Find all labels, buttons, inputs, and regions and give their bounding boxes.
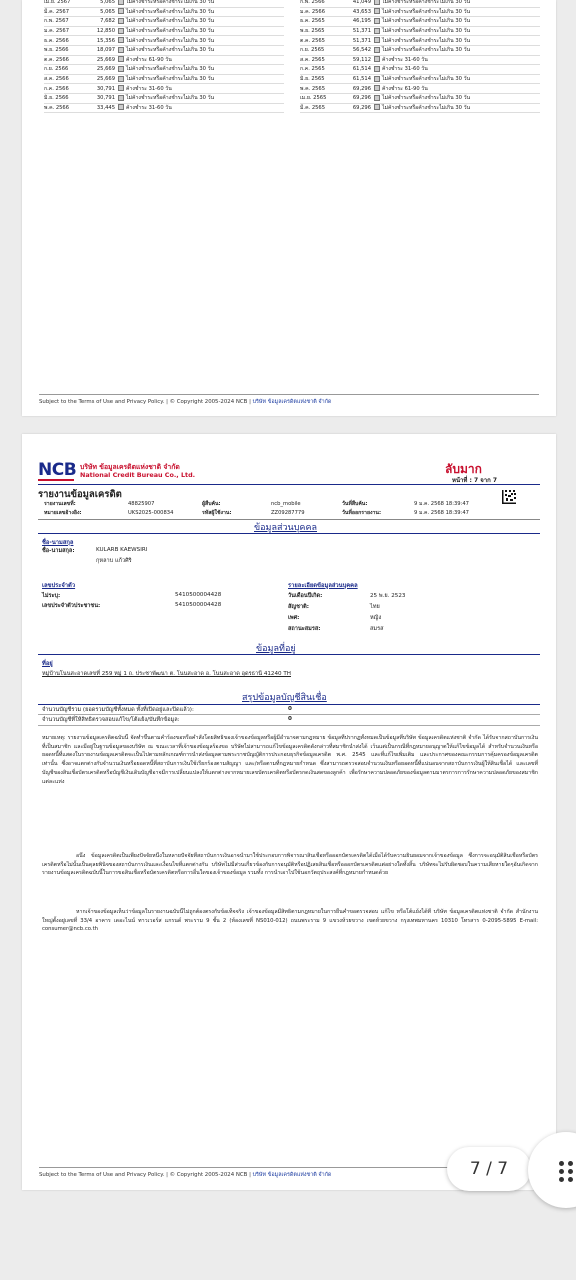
history-amount: 69,296	[352, 85, 371, 92]
history-row	[44, 84, 284, 94]
history-status: ไม่ค้างชำระหรือค้างชำระไม่เกิน 30 วัน	[382, 47, 471, 54]
history-row	[44, 103, 284, 113]
dispute-contact-note: หากเจ้าของข้อมูลเห็นว่าข้อมูลในรายงานฉบับนี้ไม่ถูกต้องตรงกับข้อเท็จจริง เจ้าของข้อมูลมีสิทธิตามกฎหมายในการยื่นคำขอตรวจสอบ แก้ไข หรือโต้แย้งได้ที่ บริษัท ข้อมูลเครดิตแห่งชาติ จำกัด สำนักงานใหญ่ตั้งอยู่เลขที่ 33/4 อาคาร เดอะไนน์ ทาวเวอร์ส แกรนด์ พระราม 9 ชั้น 2 (ห้องเลขที่ NS010-012) ถนนพระราม 9 แขวงห้วยขวาง เขตห้วยขวาง กรุงเทพมหานคร 10310 โทรสาร 0-2095-5895 E-mail: consumer@ncb.co.th	[42, 909, 538, 933]
history-row	[44, 7, 284, 17]
history-amount: 69,296	[352, 104, 371, 111]
page-info: หน้าที่ : 7 จาก 7	[452, 477, 498, 484]
name-heading: ชื่อ-นามสกุล	[42, 540, 74, 546]
history-amount: 5,065	[100, 0, 115, 6]
history-status-cell	[374, 103, 540, 113]
history-row	[300, 93, 540, 103]
history-amount: 51,371	[352, 37, 371, 44]
history-month: ก.ค. 2566	[44, 85, 69, 92]
history-month: ม.ค. 2566	[300, 8, 326, 15]
history-month: ธ.ค. 2566	[44, 37, 69, 44]
history-amount: 7,682	[100, 18, 115, 25]
history-status-cell	[118, 74, 284, 84]
history-row	[300, 0, 540, 7]
user: ZZ09287779	[271, 510, 305, 516]
history-row	[300, 55, 540, 65]
history-amount: 25,669	[96, 56, 115, 63]
status-box-icon	[374, 8, 380, 14]
history-status: ไม่ค้างชำระหรือค้างชำระไม่เกิน 30 วัน	[126, 66, 215, 73]
history-status: ไม่ค้างชำระหรือค้างชำระไม่เกิน 30 วัน	[126, 0, 215, 6]
gender-label: เพศ:	[288, 615, 300, 621]
history-amount: 33,445	[96, 104, 115, 111]
history-amount: 18,097	[96, 47, 115, 54]
history-status: ไม่ค้างชำระหรือค้างชำระไม่เกิน 30 วัน	[126, 95, 215, 102]
history-status-cell	[118, 103, 284, 113]
history-amount: 61,514	[352, 66, 371, 73]
report-no: 48825907	[128, 501, 155, 507]
history-status-cell	[374, 0, 540, 7]
status-box-icon	[374, 47, 380, 53]
history-amount: 43,653	[352, 8, 371, 15]
history-month: พ.ย. 2565	[300, 28, 325, 35]
history-row	[44, 65, 284, 75]
marital: สมรส	[370, 626, 384, 632]
payment-history-table-left	[44, 0, 284, 113]
personal-detail-heading: รายละเอียดข้อมูลส่วนบุคคล	[288, 583, 358, 589]
status-box-icon	[374, 56, 380, 62]
header-divider	[38, 484, 540, 485]
history-month: ก.ย. 2566	[44, 66, 69, 73]
report-title: รายงานข้อมูลเครดิต	[38, 489, 122, 500]
gender: หญิง	[370, 615, 382, 621]
personal-info-title: ข้อมูลส่วนบุคคล	[254, 523, 317, 533]
history-status-cell	[374, 17, 540, 27]
status-box-icon	[118, 28, 124, 34]
footer-company-link[interactable]: บริษัท ข้อมูลเครดิตแห่งชาติ จำกัด	[252, 1172, 332, 1178]
id-card-label: เลขประจำตัวประชาชน:	[42, 603, 101, 609]
history-amount: 46,195	[352, 18, 371, 25]
history-status-cell	[118, 7, 284, 17]
history-status-cell	[118, 26, 284, 36]
address-divider	[38, 654, 540, 655]
report-no-label: รายงานเลขที่:	[44, 501, 76, 507]
status-box-icon	[118, 47, 124, 53]
history-status: ไม่ค้างชำระหรือค้างชำระไม่เกิน 30 วัน	[126, 18, 215, 25]
nationality: ไทย	[370, 604, 380, 610]
status-box-icon	[374, 76, 380, 82]
id-type-value: 5410500004428	[175, 592, 222, 598]
member-ref-label: หมายเลขอ้างอิง:	[44, 510, 82, 516]
company-name-th: บริษัท ข้อมูลเครดิตแห่งชาติ จำกัด	[80, 463, 180, 471]
footer-text: Subject to the Terms of Use and Privacy Policy. | © Copyright 2005-2024 NCB |	[39, 399, 251, 405]
ncb-logo: NCB	[38, 460, 77, 480]
history-amount: 61,514	[352, 76, 371, 83]
history-status: ไม่ค้างชำระหรือค้างชำระไม่เกิน 30 วัน	[126, 76, 215, 83]
history-month: ม.ค. 2567	[44, 28, 70, 35]
report-date: 9 ม.ค. 2568 18:39:47	[414, 510, 469, 516]
address-heading: ที่อยู่	[42, 661, 53, 667]
history-month: เม.ย. 2565	[300, 95, 327, 102]
summary-row2-label: จำนวนบัญชีที่ให้สิทธิตรวจสอบแก้ไข/โต้แย้ง/บันทึกข้อมูล:	[42, 717, 180, 723]
history-row	[44, 74, 284, 84]
status-box-icon	[118, 76, 124, 82]
summary-row-divider	[38, 714, 540, 715]
history-month: ส.ค. 2566	[44, 76, 69, 83]
history-status: ไม่ค้างชำระหรือค้างชำระไม่เกิน 30 วัน	[382, 8, 471, 15]
history-month: พ.ค. 2565	[300, 85, 326, 92]
history-status-cell	[118, 93, 284, 103]
personal-divider	[38, 533, 540, 534]
status-box-icon	[374, 0, 380, 5]
name-en: KULARB KAEWSIRI	[96, 547, 148, 553]
history-status: ไม่ค้างชำระหรือค้างชำระไม่เกิน 30 วัน	[382, 37, 471, 44]
dob: 25 พ.ย. 2523	[370, 593, 406, 599]
history-month: ต.ค. 2565	[300, 37, 325, 44]
history-month: ก.พ. 2566	[300, 0, 325, 6]
history-status-cell	[118, 45, 284, 55]
history-row	[44, 17, 284, 27]
summary-title: สรุปข้อมูลบัญชีสินเชื่อ	[242, 693, 327, 703]
history-row	[300, 7, 540, 17]
history-month: ธ.ค. 2565	[300, 18, 325, 25]
history-amount: 51,371	[352, 28, 371, 35]
status-box-icon	[374, 85, 380, 91]
history-month: ส.ค. 2565	[300, 56, 325, 63]
history-status-cell	[374, 45, 540, 55]
history-status-cell	[374, 93, 540, 103]
history-row	[300, 74, 540, 84]
datamatrix-code-icon	[502, 490, 516, 504]
history-row	[44, 36, 284, 46]
history-status: ไม่ค้างชำระหรือค้างชำระไม่เกิน 30 วัน	[126, 37, 215, 44]
id-card-value: 5410500004428	[175, 602, 222, 608]
status-box-icon	[118, 18, 124, 24]
history-status-cell	[118, 17, 284, 27]
status-box-icon	[374, 66, 380, 72]
report-date-label: วันที่ออกรายงาน:	[342, 510, 382, 516]
payment-history-table-right	[300, 0, 540, 113]
status-box-icon	[118, 37, 124, 43]
history-amount: 12,850	[96, 28, 115, 35]
history-amount: 56,542	[352, 47, 371, 54]
history-status-cell	[118, 65, 284, 75]
history-status: ไม่ค้างชำระหรือค้างชำระไม่เกิน 30 วัน	[382, 18, 471, 25]
history-status: ไม่ค้างชำระหรือค้างชำระไม่เกิน 30 วัน	[126, 28, 215, 35]
history-amount: 5,065	[100, 8, 115, 15]
history-month: ก.ย. 2565	[300, 47, 325, 54]
member-label: ผู้สืบค้น:	[202, 501, 221, 507]
id-type-label: ไม่ระบุ:	[42, 593, 61, 599]
history-amount: 25,669	[96, 76, 115, 83]
disclaimer-note: หมายเหตุ: รายงานข้อมูลเครดิตฉบับนี้ จัดทำขึ้นตามคำร้องขอหรือคำสั่งโดยสิทธิของเจ้าของข้อมูลหรือผู้มีอำนาจตามกฎหมาย ข้อมูลที่ปรากฏทั้งหมดเป็นข้อมูลที่บริษัท ข้อมูลเครดิตแห่งชาติ จำกัด ได้รับจากสถาบันการเงินที่เป็นสมาชิก และมีอยู่ในฐานข้อมูลของบริษัท ณ ขณะเวลาที่เจ้าของข้อมูลร้องขอ บริษัทไม่สามารถแก้ไขข้อมูลเครดิตดังกล่าวที่สมาชิกนำส่งได้ เว้นแต่เป็นกรณีที่กฎหมายอนุญาตให้แก้ไขข้อมูลได้ สำหรับจำนวนเงินหรือยอดหนี้ที่แสดงในรายงานข้อมูลเครดิตจะเป็นไปตามหลักเกณฑ์การนำส่งข้อมูลตามพระราชบัญญัติการประกอบธุรกิจข้อมูลเครดิต พ.ศ. 2545 และที่แก้ไขเพิ่มเติม และประกาศของคณะกรรมการคุ้มครองข้อมูลเครดิตเท่านั้น ซึ่งอาจแตกต่างกับจำนวนเงินหรือยอดหนี้ที่สถาบันการเงินใช้เรียกร้องตามสัญญา และ/หรือตามที่กฎหมายกำหนด ซึ่งสามารถตรวจสอบจำนวนเงินหรือยอดหนี้ที่แน่นอนจากสถาบันการเงินผู้ให้สินเชื่อได้ และเลขที่บัญชีของสินเชื่อบัตรเครดิตหรือบัญชีเงินเดินบัญชีอาจมีการเปลี่ยนแปลงให้แตกต่างจากหมายเลขบัตรเครดิตหรือบัตรกดเงินสดของลูกค้า เพื่อรักษาความปลอดภัยของข้อมูลตามมาตรการการรักษาความปลอดภัยของสมาชิกแต่ละแห่ง	[42, 735, 538, 785]
history-status: ไม่ค้างชำระหรือค้างชำระไม่เกิน 30 วัน	[382, 76, 471, 83]
address-info-title: ข้อมูลที่อยู่	[256, 644, 296, 654]
history-status-cell	[374, 55, 540, 65]
history-row	[44, 55, 284, 65]
status-box-icon	[118, 8, 124, 14]
status-box-icon	[118, 85, 124, 91]
history-row	[300, 17, 540, 27]
history-amount: 30,791	[96, 95, 115, 102]
name-th: กุหลาบ แก้วศิริ	[96, 558, 132, 564]
status-box-icon	[118, 95, 124, 101]
history-month: มิ.ย. 2565	[300, 76, 325, 83]
name-label: ชื่อ-นามสกุล:	[42, 548, 75, 554]
history-status-cell	[374, 26, 540, 36]
history-status: ค้างชำระ 31-60 วัน	[382, 66, 428, 73]
history-status: ไม่ค้างชำระหรือค้างชำระไม่เกิน 30 วัน	[382, 0, 471, 6]
history-row	[300, 36, 540, 46]
history-status: ไม่ค้างชำระหรือค้างชำระไม่เกิน 30 วัน	[382, 104, 471, 111]
history-status-cell	[118, 36, 284, 46]
status-box-icon	[374, 28, 380, 34]
history-row	[44, 45, 284, 55]
address-text: หมู่บ้านโนนสะอาดเลขที่ 259 หมู่ 1 ถ. ประชาพัฒนา ต. โนนสะอาด อ. โนนสะอาด อุดรธานี 41240 TH	[42, 671, 292, 677]
history-amount: 69,296	[352, 95, 371, 102]
history-status-cell	[374, 84, 540, 94]
dob-label: วันเดือนปีเกิด:	[288, 593, 323, 599]
disclaimer-note-2: อนึ่ง ข้อมูลเครดิตเป็นเพียงปัจจัยหนึ่งในหลายปัจจัยที่สถาบันการเงินอาจนำมาใช้ประกอบการพิจารณาสินเชื่อหรือออกบัตรเครดิตได้เมื่อได้รับความยินยอมจากเจ้าของข้อมูล ซึ่งการจะอนุมัติสินเชื่อหรือบัตรเครดิตหรือไม่นั้นเป็นดุลยพินิจของสถาบันการเงินและเงื่อนไขที่แตกต่างกัน บริษัทไม่มีส่วนเกี่ยวข้องกับการอนุมัติหรือปฏิเสธสินเชื่อหรือออกบัตรเครดิตแต่อย่างใดทั้งสิ้น บริษัทจะไม่รับผิดชอบในความเสียหายใดๆอันเกิดจากรายงานข้อมูลเครดิตฉบับนี้ในการขอสินเชื่อหรือบัตรเครดิตหรือการอื่นใดของเจ้าของข้อมูล รวมทั้ง การนำเอาไปใช้นอกวัตถุประสงค์ที่กฎหมายกำหนดด้วย	[42, 853, 538, 877]
footer-text: Subject to the Terms of Use and Privacy Policy. | © Copyright 2005-2024 NCB |	[39, 1172, 251, 1178]
history-amount: 25,669	[96, 66, 115, 73]
summary-bottom-divider	[38, 725, 540, 726]
history-status: ค้างชำระ 31-60 วัน	[382, 56, 428, 63]
page-footer	[39, 394, 539, 406]
history-status-cell	[118, 84, 284, 94]
history-row	[300, 26, 540, 36]
history-status: ค้างชำระ 61-90 วัน	[382, 85, 428, 92]
summary-row1-label: จำนวนบัญชีรวม (ยอดรวมบัญชีทั้งหมด ทั้งที่เปิดอยู่และปิดแล้ว):	[42, 707, 194, 713]
summary-row1-value: 0	[288, 706, 292, 712]
status-box-icon	[118, 104, 124, 110]
history-month: พ.ย. 2566	[44, 47, 69, 54]
status-box-icon	[118, 66, 124, 72]
marital-label: สถานะสมรส:	[288, 626, 321, 632]
footer-company-link[interactable]: บริษัท ข้อมูลเครดิตแห่งชาติ จำกัด	[252, 399, 332, 405]
status-box-icon	[118, 56, 124, 62]
history-month: เม.ย. 2567	[44, 0, 71, 6]
history-status-cell	[374, 36, 540, 46]
secret-label: ลับมาก	[445, 462, 482, 476]
history-row	[44, 0, 284, 7]
history-status-cell	[374, 65, 540, 75]
history-amount: 30,791	[96, 85, 115, 92]
history-month: มิ.ย. 2566	[44, 95, 69, 102]
status-box-icon	[374, 37, 380, 43]
history-month: พ.ค. 2566	[44, 104, 70, 111]
history-month: มี.ค. 2565	[300, 104, 326, 111]
history-month: ต.ค. 2566	[44, 56, 69, 63]
history-status-cell	[118, 55, 284, 65]
history-row	[44, 26, 284, 36]
status-box-icon	[374, 104, 380, 110]
status-box-icon	[374, 18, 380, 24]
history-row	[300, 84, 540, 94]
history-status: ไม่ค้างชำระหรือค้างชำระไม่เกิน 30 วัน	[382, 28, 471, 35]
page-indicator[interactable]	[447, 1147, 531, 1191]
pdf-page-6	[22, 0, 556, 416]
member: ncb_mobile	[271, 501, 301, 507]
history-status-cell	[374, 74, 540, 84]
member-ref: UKS2025-000834	[128, 510, 174, 516]
history-status: ค้างชำระ 31-60 วัน	[126, 104, 172, 111]
inquiry-date-label: วันที่สืบค้น:	[342, 501, 368, 507]
history-month: ก.พ. 2567	[44, 18, 69, 25]
history-row	[300, 103, 540, 113]
status-box-icon	[374, 95, 380, 101]
id-heading: เลขประจำตัว	[42, 583, 76, 589]
history-row	[44, 93, 284, 103]
history-amount: 15,356	[96, 37, 115, 44]
history-month: ก.ค. 2565	[300, 66, 325, 73]
summary-divider	[38, 704, 540, 705]
history-status: ค้างชำระ 31-60 วัน	[126, 85, 172, 92]
pdf-page-7	[22, 434, 556, 1190]
user-label: รหัสผู้ใช้งาน:	[202, 510, 232, 516]
history-status: ไม่ค้างชำระหรือค้างชำระไม่เกิน 30 วัน	[126, 8, 215, 15]
inquiry-date: 9 ม.ค. 2568 18:39:47	[414, 501, 469, 507]
history-status: ไม่ค้างชำระหรือค้างชำระไม่เกิน 30 วัน	[126, 47, 215, 54]
history-amount: 59,112	[352, 56, 371, 63]
history-month: มี.ค. 2567	[44, 8, 70, 15]
history-row	[300, 45, 540, 55]
history-status: ค้างชำระ 61-90 วัน	[126, 56, 172, 63]
history-status-cell	[118, 0, 284, 7]
history-status: ไม่ค้างชำระหรือค้างชำระไม่เกิน 30 วัน	[382, 95, 471, 102]
history-amount: 41,049	[352, 0, 371, 6]
page-indicator-text: 7 / 7	[469, 1159, 509, 1179]
history-status-cell	[374, 7, 540, 17]
history-row	[300, 65, 540, 75]
summary-row2-value: 0	[288, 716, 292, 722]
nationality-label: สัญชาติ:	[288, 604, 309, 610]
status-box-icon	[118, 0, 124, 5]
company-name-en: National Credit Bureau Co., Ltd.	[80, 471, 196, 479]
